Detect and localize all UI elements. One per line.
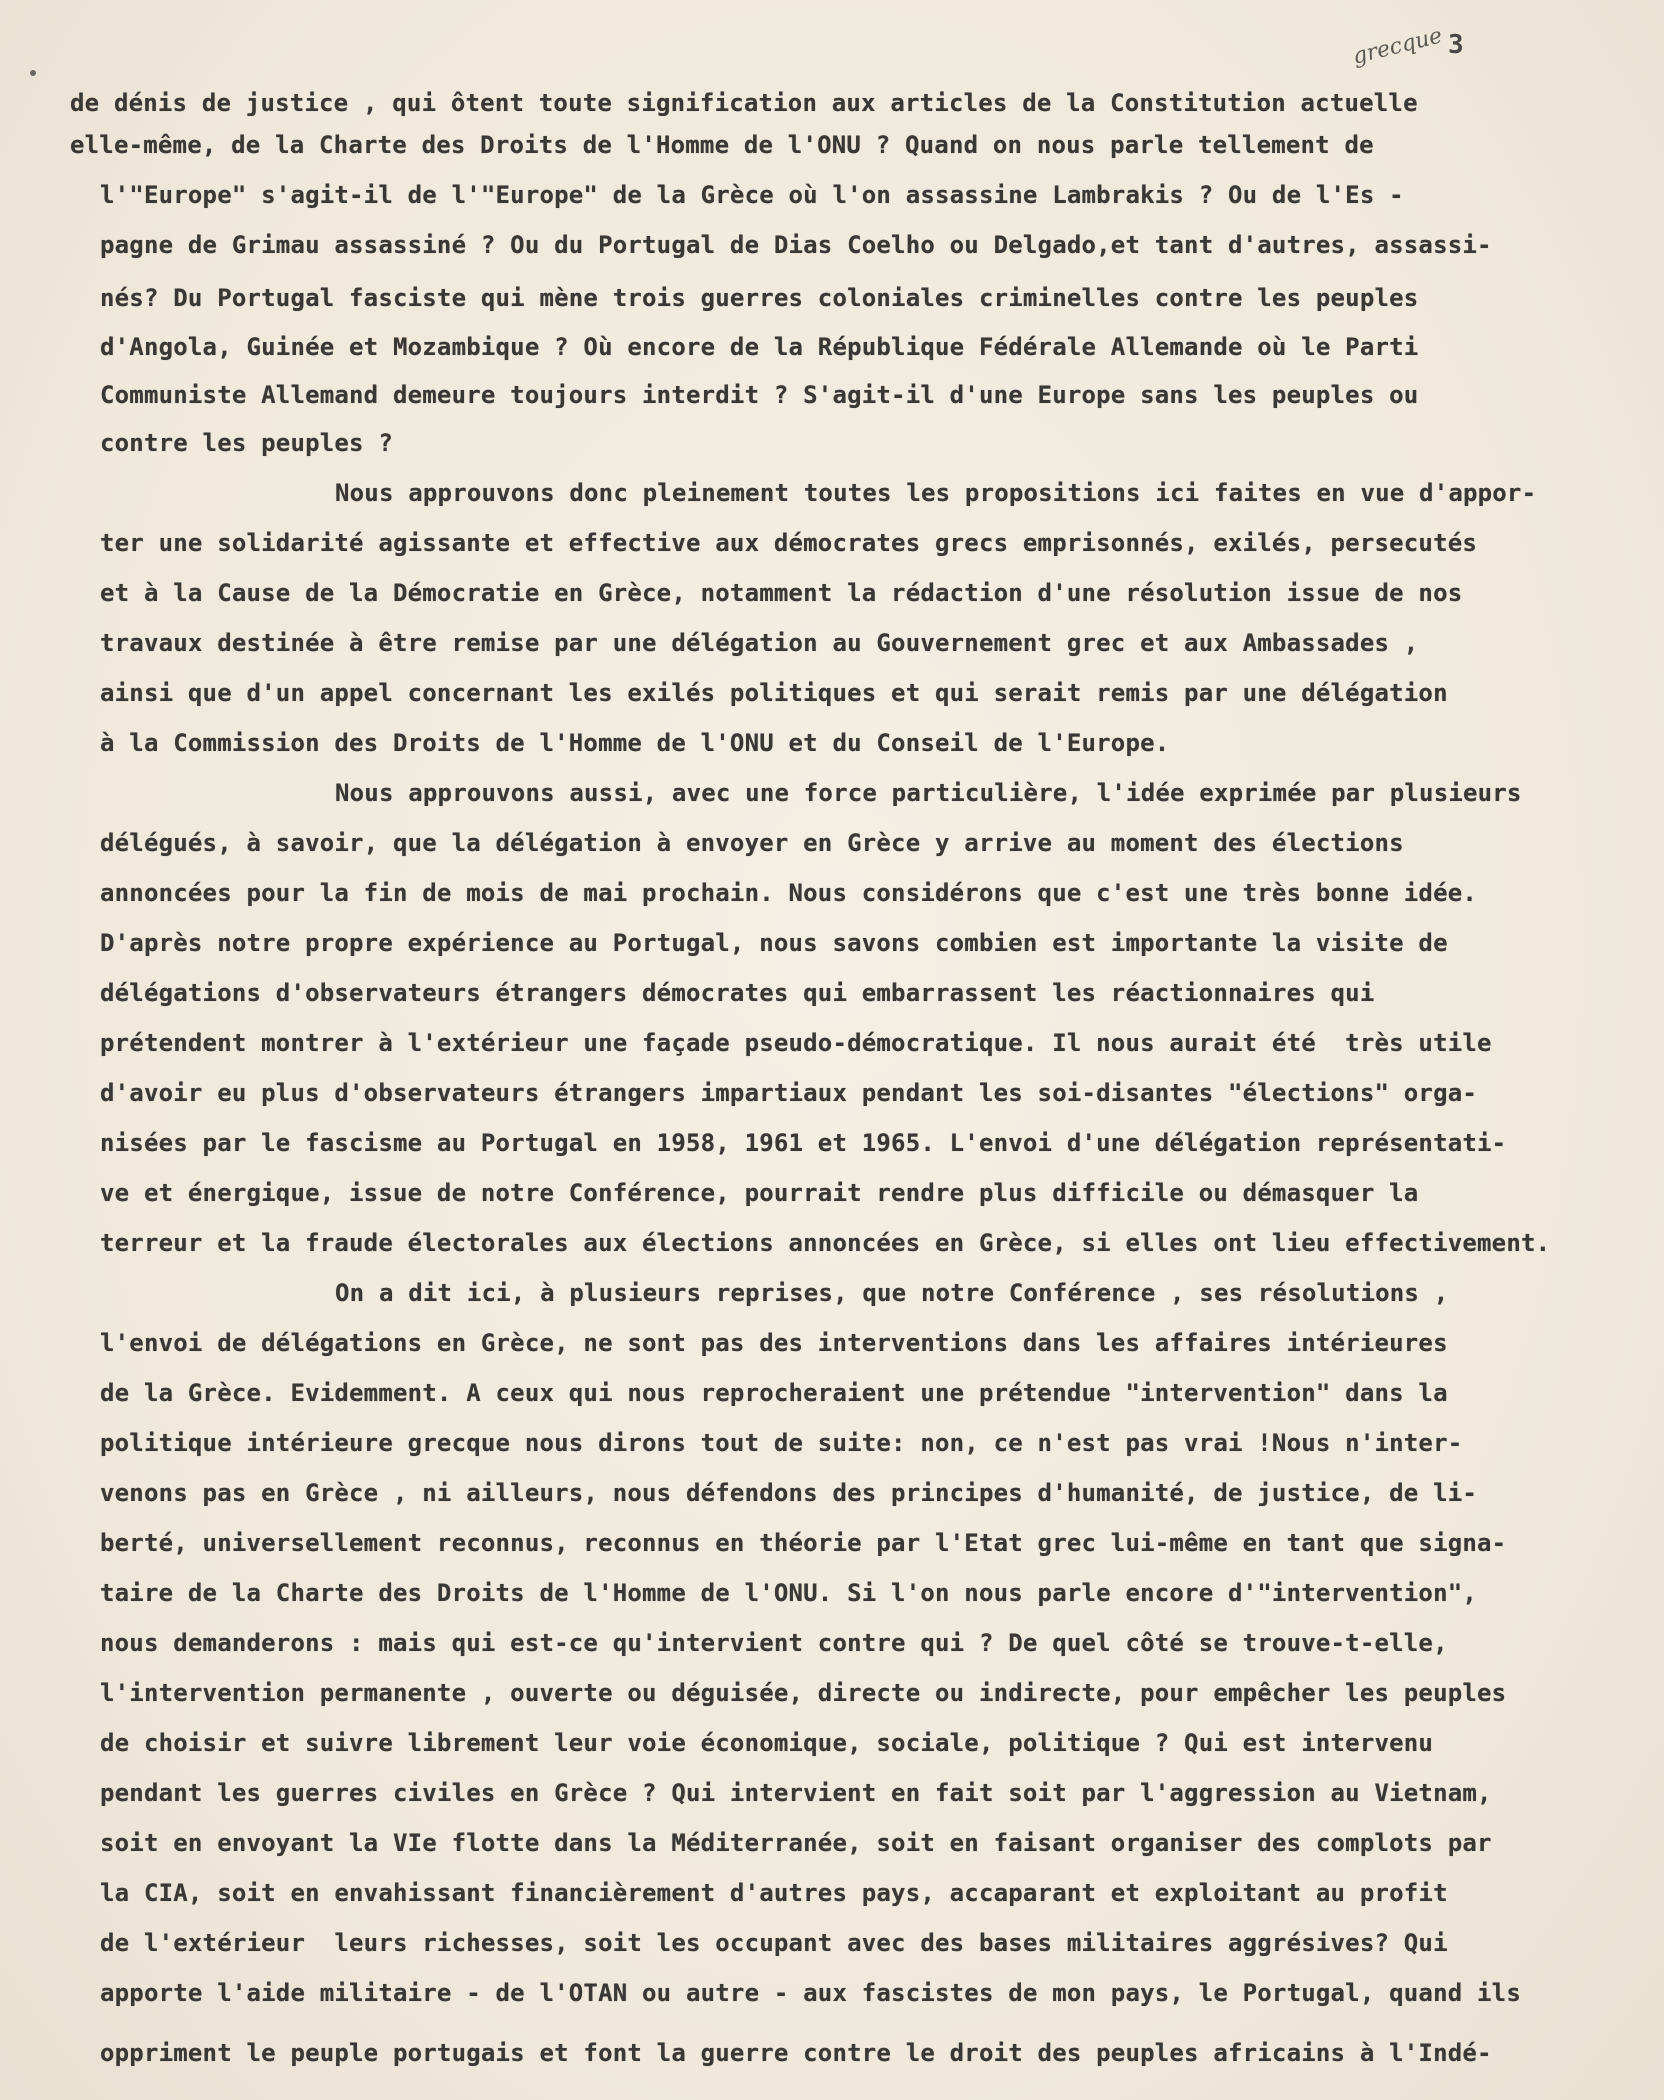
- text-line: à la Commission des Droits de l'Homme de l'ONU et du Conseil de l'Europe.: [100, 729, 1170, 757]
- text-line: apporte l'aide militaire - de l'OTAN ou autre - aux fascistes de mon pays, le Portugal, quand ils: [100, 1979, 1521, 2007]
- text-line: nés? Du Portugal fasciste qui mène trois guerres coloniales criminelles contre les peuples: [100, 284, 1419, 312]
- text-line: politique intérieure grecque nous dirons tout de suite: non, ce n'est pas vrai !Nous n'inter-: [100, 1429, 1463, 1457]
- punch-mark: [30, 70, 36, 76]
- handwritten-annotation: grecque: [1350, 23, 1445, 70]
- text-line: Communiste Allemand demeure toujours interdit ? S'agit-il d'une Europe sans les peuples ou: [100, 381, 1419, 409]
- text-line: pagne de Grimau assassiné ? Ou du Portugal de Dias Coelho ou Delgado,et tant d'autres, assassi-: [100, 231, 1492, 259]
- text-line: nisées par le fascisme au Portugal en 1958, 1961 et 1965. L'envoi d'une délégation représentati-: [100, 1129, 1507, 1157]
- text-line: délégations d'observateurs étrangers démocrates qui embarrassent les réactionnaires qui: [100, 979, 1375, 1007]
- text-line: de l'extérieur leurs richesses, soit les occupant avec des bases militaires aggrésives? Qui: [100, 1929, 1448, 1957]
- text-line: pendant les guerres civiles en Grèce ? Qui intervient en fait soit par l'aggression au Vietnam,: [100, 1779, 1492, 1807]
- text-line: nous demanderons : mais qui est-ce qu'intervient contre qui ? De quel côté se trouve-t-elle,: [100, 1629, 1448, 1657]
- text-line: On a dit ici, à plusieurs reprises, que notre Conférence , ses résolutions ,: [335, 1279, 1449, 1307]
- text-line: d'Angola, Guinée et Mozambique ? Où encore de la République Fédérale Allemande où le Parti: [100, 333, 1419, 361]
- text-line: berté, universellement reconnus, reconnus en théorie par l'Etat grec lui-même en tant que signa-: [100, 1529, 1507, 1557]
- text-line: D'après notre propre expérience au Portugal, nous savons combien est importante la visite de: [100, 929, 1448, 957]
- text-line: prétendent montrer à l'extérieur une façade pseudo-démocratique. Il nous aurait été très utile: [100, 1029, 1492, 1057]
- text-line: annoncées pour la fin de mois de mai prochain. Nous considérons que c'est une très bonne idée.: [100, 879, 1478, 907]
- text-line: l'envoi de délégations en Grèce, ne sont pas des interventions dans les affaires intérieures: [100, 1329, 1448, 1357]
- page-number: 3: [1448, 30, 1464, 60]
- text-line: Nous approuvons aussi, avec une force particulière, l'idée exprimée par plusieurs: [335, 779, 1522, 807]
- text-line: terreur et la fraude électorales aux élections annoncées en Grèce, si elles ont lieu effectivement.: [100, 1229, 1551, 1257]
- text-line: contre les peuples ?: [100, 429, 393, 457]
- text-line: elle-même, de la Charte des Droits de l'Homme de l'ONU ? Quand on nous parle tellement de: [70, 131, 1374, 159]
- text-line: de la Grèce. Evidemment. A ceux qui nous reprocheraient une prétendue "intervention" dans la: [100, 1379, 1448, 1407]
- text-line: d'avoir eu plus d'observateurs étrangers impartiaux pendant les soi-disantes "élections" orga-: [100, 1079, 1478, 1107]
- text-line: ter une solidarité agissante et effective aux démocrates grecs emprisonnés, exilés, persecutés: [100, 529, 1478, 557]
- text-line: taire de la Charte des Droits de l'Homme de l'ONU. Si l'on nous parle encore d'"intervention",: [100, 1579, 1478, 1607]
- text-line: soit en envoyant la VIe flotte dans la Méditerranée, soit en faisant organiser des complots par: [100, 1829, 1492, 1857]
- text-line: oppriment le peuple portugais et font la guerre contre le droit des peuples africains à l'Indé-: [100, 2039, 1492, 2067]
- text-line: de choisir et suivre librement leur voie économique, sociale, politique ? Qui est intervenu: [100, 1729, 1434, 1757]
- text-line: ve et énergique, issue de notre Conférence, pourrait rendre plus difficile ou démasquer la: [100, 1179, 1419, 1207]
- text-line: ainsi que d'un appel concernant les exilés politiques et qui serait remis par une délégation: [100, 679, 1448, 707]
- text-line: de dénis de justice , qui ôtent toute signification aux articles de la Constitution actuelle: [70, 89, 1418, 117]
- text-line: venons pas en Grèce , ni ailleurs, nous défendons des principes d'humanité, de justice, de li-: [100, 1479, 1478, 1507]
- text-line: travaux destinée à être remise par une délégation au Gouvernement grec et aux Ambassades ,: [100, 629, 1419, 657]
- text-line: et à la Cause de la Démocratie en Grèce, notamment la rédaction d'une résolution issue de nos: [100, 579, 1463, 607]
- text-line: délégués, à savoir, que la délégation à envoyer en Grèce y arrive au moment des élections: [100, 829, 1404, 857]
- text-line: l'"Europe" s'agit-il de l'"Europe" de la Grèce où l'on assassine Lambrakis ? Ou de l'Es -: [100, 181, 1404, 209]
- text-line: la CIA, soit en envahissant financièrement d'autres pays, accaparant et exploitant au profit: [100, 1879, 1448, 1907]
- text-line: Nous approuvons donc pleinement toutes les propositions ici faites en vue d'appor-: [335, 479, 1537, 507]
- text-line: l'intervention permanente , ouverte ou déguisée, directe ou indirecte, pour empêcher les peuples: [100, 1679, 1507, 1707]
